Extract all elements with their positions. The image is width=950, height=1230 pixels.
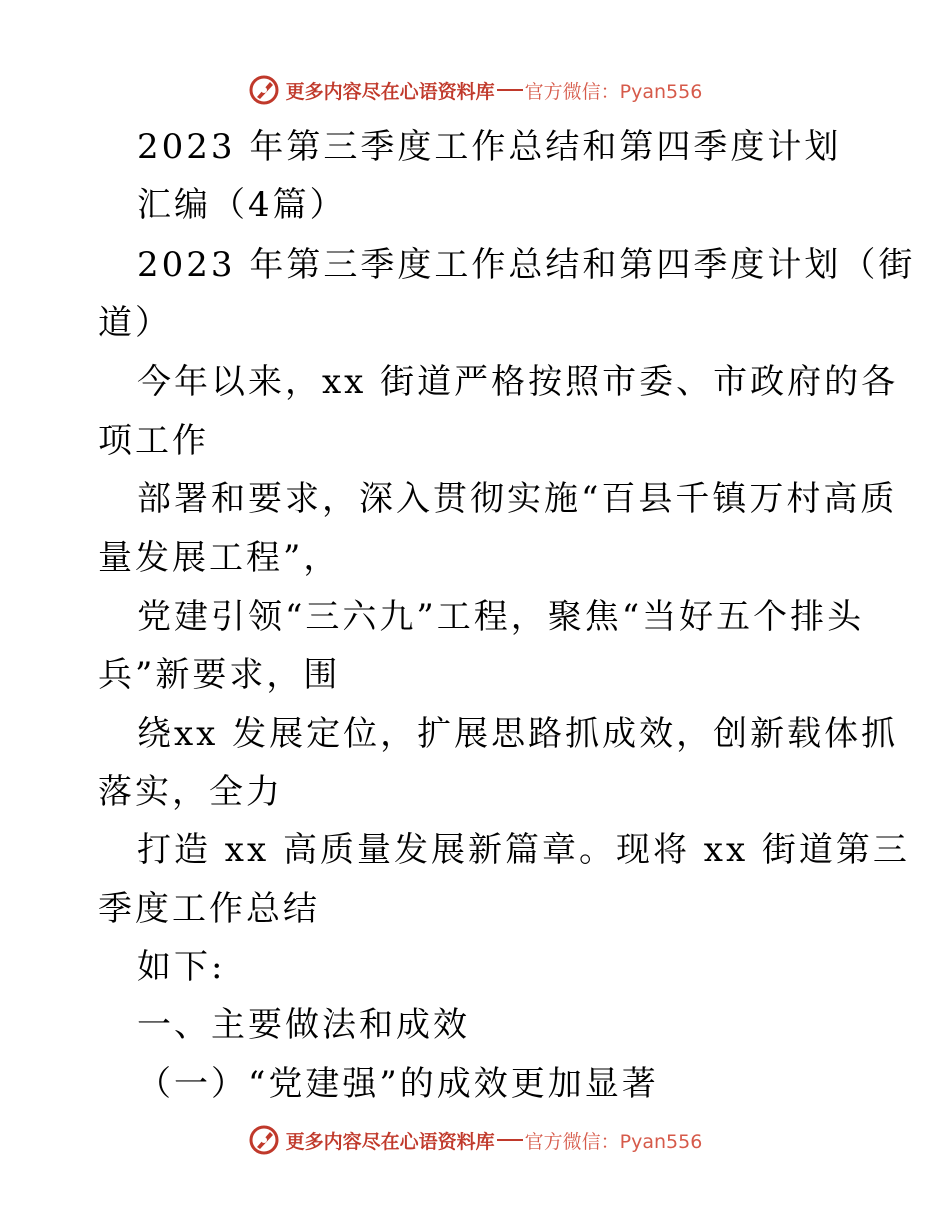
watermark-text: 更多内容尽在心语资料库 [285,80,495,103]
paragraph-line: 打造 xx 高质量发展新篇章。现将 xx 街道第三 [137,830,910,870]
paragraph-line: 党建引领“三六九”工程，聚焦“当好五个排头 [137,597,865,637]
paragraph-line: 绕xx 发展定位，扩展思路抓成效，创新载体抓 [137,714,899,754]
paragraph-line: 今年以来，xx 街道严格按照市委、市政府的各 [137,362,899,402]
subsection-heading: （一）“党建强”的成效更加显著 [137,1064,659,1104]
subtitle-line-1: 2023 年第三季度工作总结和第四季度计划（街 [137,245,916,285]
paragraph-line: 如下: [137,947,226,987]
paragraph-line: 兵”新要求，围 [98,655,341,695]
watermark-wechat: 官方微信：Pyan556 [524,80,703,103]
quill-pen-logo-icon [248,1124,280,1156]
title-line-2: 汇编（4篇） [137,185,347,225]
footer-watermark-banner [0,1120,950,1160]
paragraph-line: 项工作 [98,421,209,461]
subtitle-line-2: 道） [98,303,172,343]
paragraph-line: 落实，全力 [98,772,283,812]
watermark-wechat: 官方微信：Pyan556 [524,1130,703,1153]
paragraph-line: 部署和要求，深入贯彻实施“百县千镇万村高质 [137,479,898,519]
paragraph-line: 量发展工程”， [98,538,341,578]
paragraph-line: 季度工作总结 [98,889,320,929]
section-heading: 一、主要做法和成效 [137,1005,470,1045]
title-line-1: 2023 年第三季度工作总结和第四季度计划 [137,127,842,167]
watermark-divider [497,1139,523,1141]
watermark-text: 更多内容尽在心语资料库 [285,1130,495,1153]
